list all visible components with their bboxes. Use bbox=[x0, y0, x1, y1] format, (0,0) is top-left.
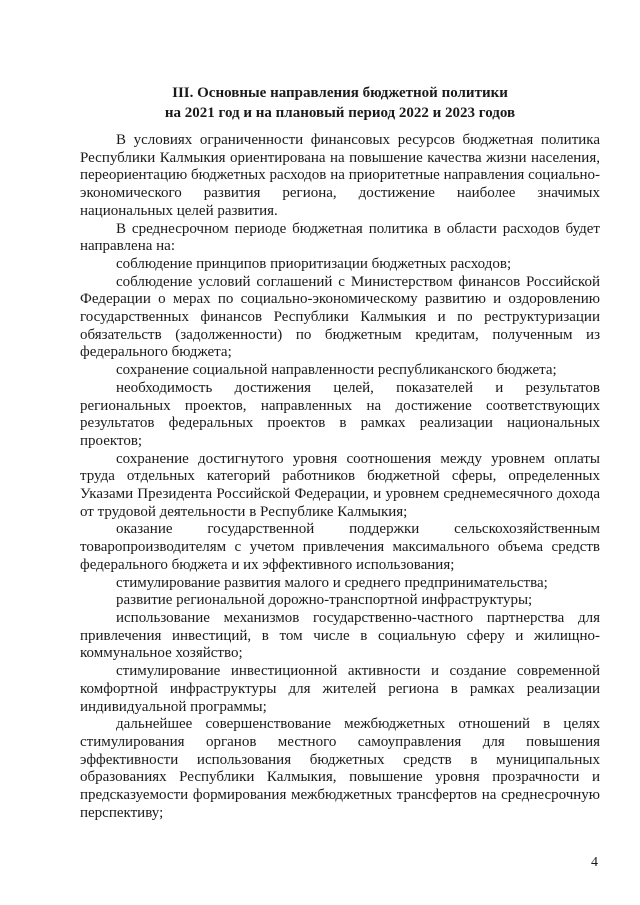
section-heading-line-2: на 2021 год и на плановый период 2022 и 2023 годов bbox=[164, 105, 516, 121]
section-heading-line-1: III. Основные направления бюджетной политики bbox=[172, 85, 508, 101]
paragraph: стимулирование развития малого и среднего предпринимательства; bbox=[116, 574, 548, 591]
paragraph: В условиях ограниченности финансовых ресурсов бюджетная политика Республики Калмыкия ориентирована на повышение качества жизни населения, переориентацию бюджетных расходов на приоритетные направления социально-экономического развития региона, достижение наиболее значимых национальных целей развития. bbox=[80, 132, 600, 219]
paragraph: сохранение достигнутого уровня соотношения между уровнем оплаты труда отдельных категорий работников бюджетной сферы, определенных Указами Президента Российской Федерации, и уровнем среднемесячного дохода от трудовой деятельности в Республике Калмыкия; bbox=[80, 450, 600, 520]
paragraph: необходимость достижения целей, показателей и результатов региональных проектов, направленных на достижение соответствующих результатов федеральных проектов в рамках реализации национальных проектов; bbox=[80, 379, 600, 449]
paragraph: соблюдение условий соглашений с Министерством финансов Российской Федерации о мерах по социально-экономическому развитию и оздоровлению государственных финансов Республики Калмыкия и по реструктуризации обязательств (задолженности) по бюджетным кредитам, полученным из федерального бюджета; bbox=[80, 273, 600, 361]
paragraph: сохранение социальной направленности республиканского бюджета; bbox=[116, 362, 557, 379]
document-body bbox=[80, 132, 600, 822]
paragraph: стимулирование инвестиционной активности и создание современной комфортной инфраструктуры для жителей региона в рамках реализации индивидуальной программы; bbox=[80, 663, 600, 715]
paragraph: соблюдение принципов приоритизации бюджетных расходов; bbox=[116, 255, 512, 272]
section-heading bbox=[80, 83, 600, 123]
paragraph: развитие региональной дорожно-транспортной инфраструктуры; bbox=[116, 592, 533, 609]
paragraph: В среднесрочном периоде бюджетная политика в области расходов будет направлена на: bbox=[80, 220, 600, 255]
paragraph: дальнейшее совершенствование межбюджетных отношений в целях стимулирования органов местного самоуправления для повышения эффективности использования бюджетных средств в муниципальных образованиях Республики Калмыкия, повышение уровня прозрачности и предсказуемости формирования межбюджетных трансфертов на среднесрочную перспективу; bbox=[80, 716, 600, 821]
paragraph: оказание государственной поддержки сельскохозяйственным товаропроизводителям с учетом привлечения максимального объема средств федерального бюджета и их эффективного использования; bbox=[80, 521, 600, 573]
page-number: 4 bbox=[591, 855, 598, 870]
paragraph: использование механизмов государственно-частного партнерства для привлечения инвестиций, в том числе в социальную сферу и жилищно-коммунальное хозяйство; bbox=[80, 609, 600, 662]
